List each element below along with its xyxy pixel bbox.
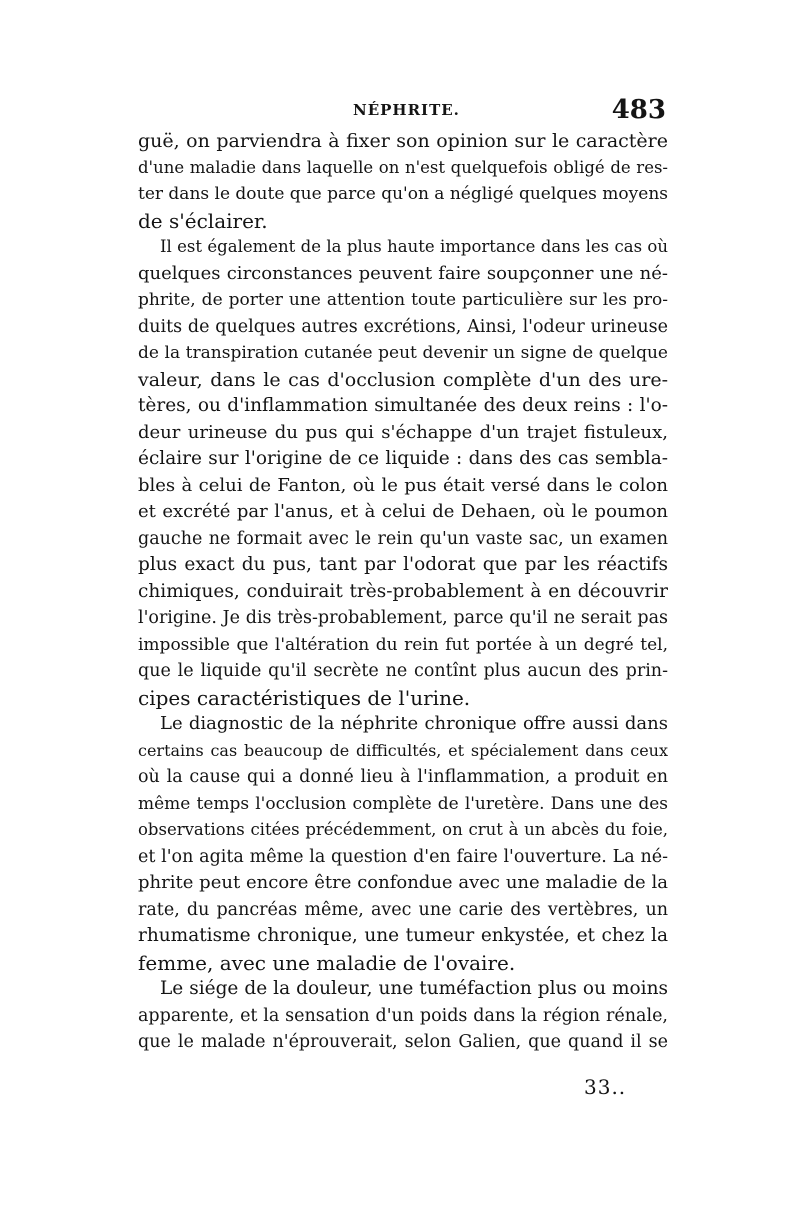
text-line: valeur, dans le cas d'occlusion complète d'un des ure- <box>138 368 668 391</box>
page-number: 483 <box>611 95 666 125</box>
text-line: de la transpiration cutanée peut devenir un signe de quelque <box>138 343 668 363</box>
text-line: que le malade n'éprouverait, selon Galien, que quand il se <box>138 1032 668 1052</box>
text-line: bles à celui de Fanton, où le pus était versé dans le colon <box>138 474 668 496</box>
text-line: impossible que l'altération du rein fut portée à un degré tel, <box>138 634 668 655</box>
text-line: rhumatisme chronique, une tumeur enkystée, et chez la <box>138 925 668 946</box>
text-line: ter dans le doute que parce qu'on a négligé quelques moyens <box>138 184 668 204</box>
running-head: NÉPHRITE. <box>353 101 460 119</box>
text-line: plus exact du pus, tant par l'odorat que par les réactifs <box>138 554 668 575</box>
text-line: éclaire sur l'origine de ce liquide : dans des cas sembla- <box>138 448 668 469</box>
text-line: phrite, de porter une attention toute particulière sur les pro- <box>138 290 668 310</box>
text-line: chimiques, conduirait très-probablement à en découvrir <box>138 580 668 602</box>
text-line: de s'éclairer. <box>138 208 268 233</box>
text-line: femme, avec une maladie de l'ovaire. <box>138 950 516 975</box>
text-line: observations citées précédemment, on crut à un abcès du foie, <box>138 820 668 839</box>
text-line: cipes caractéristiques de l'urine. <box>138 685 471 710</box>
text-line: Il est également de la plus haute importance dans les cas où <box>160 237 668 256</box>
text-line: même temps l'occlusion complète de l'uretère. Dans une des <box>138 793 668 814</box>
text-line: phrite peut encore être confondue avec une maladie de la <box>138 872 668 893</box>
text-line: rate, du pancréas même, avec une carie des vertèbres, un <box>138 899 668 920</box>
text-line: Le siége de la douleur, une tuméfaction plus ou moins <box>160 978 668 999</box>
text-line: duits de quelques autres excrétions, Ainsi, l'odeur urineuse <box>138 316 668 337</box>
text-line: et excrété par l'anus, et à celui de Dehaen, où le poumon <box>138 501 668 522</box>
text-line: et l'on agita même la question d'en faire l'ouverture. La né- <box>138 846 668 867</box>
text-line: Le diagnostic de la néphrite chronique offre aussi dans <box>160 713 668 734</box>
page-header <box>138 97 668 127</box>
text-line: apparente, et la sensation d'un poids dans la région rénale, <box>138 1005 668 1026</box>
body-text <box>138 128 668 1056</box>
text-line: d'une maladie dans laquelle on n'est quelquefois obligé de res- <box>138 157 668 177</box>
text-line: que le liquide qu'il secrète ne contînt plus aucun des prin- <box>138 661 668 681</box>
text-line: certains cas beaucoup de difficultés, et spécialement dans ceux <box>138 740 668 760</box>
text-line: guë, on parviendra à fixer son opinion sur le caractère <box>138 130 668 152</box>
text-line: tères, ou d'inflammation simultanée des deux reins : l'o- <box>138 395 668 416</box>
text-line: l'origine. Je dis très-probablement, parce qu'il ne serait pas <box>138 608 668 628</box>
text-line: quelques circonstances peuvent faire soupçonner une né- <box>138 262 668 284</box>
text-line: deur urineuse du pus qui s'échappe d'un trajet fistuleux, <box>138 421 668 443</box>
text-line: où la cause qui a donné lieu à l'inflammation, a produit en <box>138 767 668 787</box>
text-line: gauche ne formait avec le rein qu'un vaste sac, un examen <box>138 528 668 549</box>
signature-mark: 33.. <box>584 1075 627 1099</box>
